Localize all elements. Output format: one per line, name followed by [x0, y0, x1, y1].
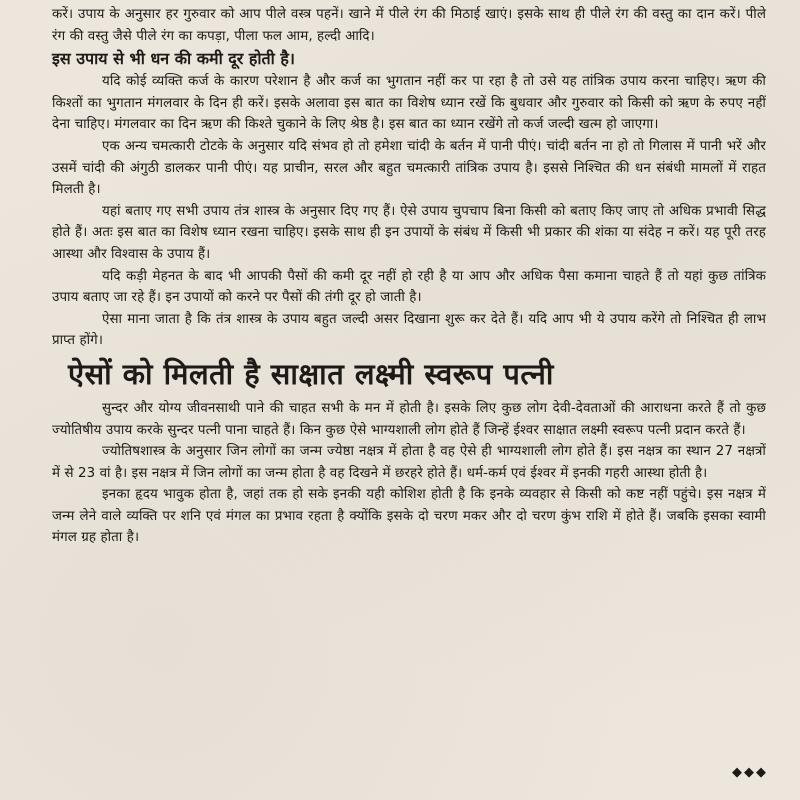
end-mark: ◆◆◆ — [732, 765, 768, 780]
intro-paragraph: करें। उपाय के अनुसार हर गुरुवार को आप पीले वस्त्र पहनें। खाने में पीले रंग की मिठाई खाएं। इसके साथ ही पीले रंग की वस्तु का दान करें। पीले रंग की वस्तु जैसे पीले रंग का कपड़ा, पीला फल आम, हल्दी आदि। — [52, 7, 766, 44]
paragraph-nature: इनका हृदय भावुक होता है, जहां तक हो सके इनकी यही कोशिश होती है कि इनके व्यवहार से किसी को कष्ट नहीं पहुंचे। इस नक्षत्र में जन्म लेने वाले व्यक्ति पर शनि एवं मंगल का प्रभाव रहता है क्योंकि इसके दो चरण मकर और दो चरण कुंभ राशि में होते हैं। जबकि इसका स्वामी मंगल ग्रह होता है। — [52, 487, 766, 546]
paragraph-effect: ऐसा माना जाता है कि तंत्र शास्त्र के उपाय बहुत जल्दी असर दिखाना शुरू कर देते हैं। यदि आप भी ये उपाय करेंगे तो निश्चित ही लाभ प्राप्त होंगे। — [52, 311, 766, 349]
article-title: ऐसों को मिलती है साक्षात लक्ष्मी स्वरूप पत्नी — [68, 356, 554, 391]
subheading: इस उपाय से भी धन की कमी दूर होती है। — [52, 49, 295, 69]
paragraph-jyeshtha: ज्योतिषशास्त्र के अनुसार जिन लोगों का जन्म ज्येष्ठा नक्षत्र में होता है वह ऐसे ही भाग्यशाली लोग होते हैं। इस नक्षत्र का स्थान 27 नक्षत्रों में से 23 वां है। इस नक्षत्र में जिन लोगों का जन्म होता है वह दिखने में छरहरे होते हैं। धर्म-कर्म एवं ईश्वर में इनकी गहरी आस्था होती है। — [52, 444, 766, 481]
paragraph-debt: यदि कोई व्यक्ति कर्ज के कारण परेशान है और कर्ज का भुगतान नहीं कर पा रहा है तो उसे यह तांत्रिक उपाय करना चाहिए। ऋण की किश्तों का भुगतान मंगलवार के दिन ही करें। इसके अलावा इस बात का विशेष ध्यान रखें कि बुधवार और गुरुवार को किसी को ऋण के रुपए नहीं देना चाहिए। मंगलवार का दिन ऋण की किश्ते चुकाने के लिए श्रेष्ठ है। इस बात का ध्यान रखेंगे तो कर्ज जल्दी खत्म हो जाएगा। — [52, 74, 766, 133]
paragraph-silver: एक अन्य चमत्कारी टोटके के अनुसार यदि संभव हो तो हमेशा चांदी के बर्तन में पानी पीएं। चांदी बर्तन ना हो तो गिलास में पानी भरें और उसमें चांदी की अंगुठी डालकर पानी पीएं। यह प्राचीन, सरल और बहुत चमत्कारी तांत्रिक उपाय है। इससे निश्चित की धन संबंधी मामलों में राहत मिलती है। — [52, 138, 766, 198]
paragraph-spouse: सुन्दर और योग्य जीवनसाथी पाने की चाहत सभी के मन में होती है। इसके लिए कुछ लोग देवी-देवताओं की आराधना करते हैं तो कुछ ज्योतिषीय उपाय करके सुन्दर पत्नी पाना चाहते हैं। किन कुछ ऐसे भाग्यशाली लोग होते हैं जिन्हें ईश्वर साक्षात लक्ष्मी स्वरूप पत्नी प्रदान करते हैं। — [52, 400, 766, 438]
paragraph-hardwork: यदि कड़ी मेहनत के बाद भी आपकी पैसों की कमी दूर नहीं हो रही है या आप और अधिक पैसा कमाना चाहते हैं तो यहां कुछ तांत्रिक उपाय बताए जा रहे हैं। इन उपायों को करने पर पैसों की तंगी दूर हो जाती है। — [52, 268, 766, 306]
paragraph-tantra: यहां बताए गए सभी उपाय तंत्र शास्त्र के अनुसार दिए गए हैं। ऐसे उपाय चुपचाप बिना किसी को बताए किए जाए तो अधिक प्रभावी सिद्ध होते हैं। अतः इस बात का विशेष ध्यान रखना चाहिए। इसके साथ ही इन उपायों के संबंध में किसी भी प्रकार की शंका या संदेह न करें। यह पूरी तरह आस्था और विश्वास के उपाय हैं। — [52, 203, 766, 262]
